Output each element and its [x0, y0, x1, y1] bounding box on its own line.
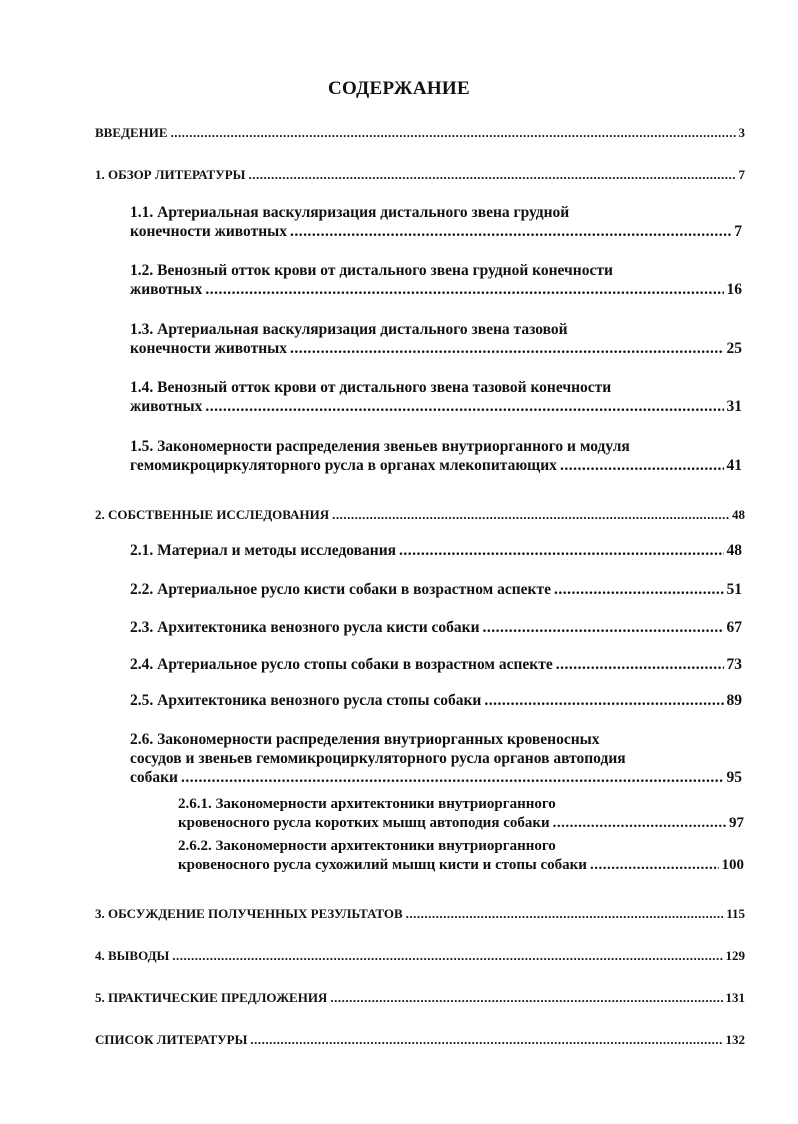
toc-entry-title: 2.5. Архитектоника венозного русла стопы собаки	[130, 692, 482, 709]
toc-page-number: 132	[725, 1032, 745, 1047]
dot-leader	[484, 691, 723, 710]
toc-page-number: 95	[726, 769, 742, 786]
dot-leader	[248, 167, 735, 183]
toc-entry-title: 3. ОБСУЖДЕНИЕ ПОЛУЧЕННЫХ РЕЗУЛЬТАТОВ	[95, 906, 403, 921]
toc-entry-title-line: гемомикроциркуляторного русла в органах млекопитающих	[130, 457, 557, 474]
dot-leader	[205, 280, 723, 299]
dot-leader	[181, 768, 724, 787]
dot-leader	[553, 814, 726, 833]
toc-entry-2-6-1[interactable]	[178, 795, 744, 833]
toc-entry-2-6[interactable]	[130, 730, 742, 787]
toc-entry-literature-review[interactable]	[95, 167, 745, 183]
toc-entry-title: 2. СОБСТВЕННЫЕ ИССЛЕДОВАНИЯ	[95, 507, 330, 522]
dot-leader	[399, 541, 723, 560]
dot-leader	[556, 655, 724, 674]
toc-page-number: 16	[726, 281, 742, 298]
dot-leader	[290, 339, 724, 358]
toc-entry-2-6-2[interactable]	[178, 837, 744, 875]
toc-entry-title-line: 1.1. Артериальная васкуляризация дистального звена грудной	[130, 204, 570, 221]
toc-entry-title-line: сосудов и звеньев гемомикроциркуляторного русла органов автоподия	[130, 750, 626, 767]
toc-entry-title-line: конечности животных	[130, 223, 287, 240]
toc-page-number: 73	[726, 656, 742, 673]
toc-entry-discussion[interactable]	[95, 906, 745, 922]
toc-entry-title: 1. ОБЗОР ЛИТЕРАТУРЫ	[95, 167, 246, 182]
dot-leader	[171, 125, 736, 141]
toc-page-number: 7	[734, 223, 742, 240]
toc-entry-title: 2.1. Материал и методы исследования	[130, 542, 397, 559]
toc-entry-title-line: 2.6. Закономерности распределения внутриорганных кровеносных	[130, 731, 600, 748]
dot-leader	[590, 856, 719, 875]
toc-entry-title-line: 1.3. Артериальная васкуляризация дистального звена тазовой	[130, 321, 568, 338]
toc-entry-title-line: конечности животных	[130, 340, 287, 357]
toc-page-number: 7	[738, 167, 745, 182]
toc-entry-2-1[interactable]	[130, 541, 742, 560]
dot-leader	[290, 222, 731, 241]
dot-leader	[406, 906, 724, 922]
dot-leader	[330, 990, 722, 1006]
toc-page-number: 31	[726, 398, 742, 415]
toc-entry-1-2[interactable]	[130, 261, 742, 299]
toc-page-number: 67	[726, 619, 742, 636]
toc-page-number: 100	[721, 857, 744, 873]
toc-entry-title-line: 1.5. Закономерности распределения звеньев внутриорганного и модуля	[130, 438, 630, 455]
toc-entry-title: 5. ПРАКТИЧЕСКИЕ ПРЕДЛОЖЕНИЯ	[95, 990, 328, 1005]
toc-entry-2-5[interactable]	[130, 691, 742, 710]
dot-leader	[560, 456, 724, 475]
toc-entry-title: 4. ВЫВОДЫ	[95, 948, 170, 963]
toc-page-number: 97	[729, 815, 744, 831]
toc-page-number: 51	[726, 581, 742, 598]
toc-entry-title: 2.4. Артериальное русло стопы собаки в возрастном аспекте	[130, 656, 553, 673]
toc-entry-title: СПИСОК ЛИТЕРАТУРЫ	[95, 1032, 248, 1047]
toc-entry-conclusions[interactable]	[95, 948, 745, 964]
dot-leader	[332, 507, 729, 523]
toc-entry-title-line: 2.6.2. Закономерности архитектоники внутриорганного	[178, 838, 556, 854]
toc-page-number: 25	[726, 340, 742, 357]
toc-page-number: 41	[726, 457, 742, 474]
dot-leader	[205, 397, 723, 416]
toc-entry-1-4[interactable]	[130, 378, 742, 416]
dot-leader	[172, 948, 722, 964]
toc-entry-introduction[interactable]	[95, 125, 745, 141]
toc-entry-2-3[interactable]	[130, 618, 742, 637]
toc-entry-title: 2.2. Артериальное русло кисти собаки в возрастном аспекте	[130, 581, 551, 598]
toc-page-number: 115	[726, 906, 745, 921]
dot-leader	[483, 618, 724, 637]
toc-page-number: 48	[726, 542, 742, 559]
toc-entry-references[interactable]	[95, 1032, 745, 1048]
toc-entry-2-4[interactable]	[130, 655, 742, 674]
toc-entry-title-line: 1.2. Венозный отток крови от дистального звена грудной конечности	[130, 262, 613, 279]
toc-entry-title-line: 1.4. Венозный отток крови от дистального звена тазовой конечности	[130, 379, 612, 396]
toc-entry-title-line: животных	[130, 281, 203, 298]
dot-leader	[250, 1032, 722, 1048]
toc-page-number: 89	[726, 692, 742, 709]
toc-entry-1-5[interactable]	[130, 437, 742, 475]
toc-entry-title: ВВЕДЕНИЕ	[95, 125, 168, 140]
toc-entry-title-line: кровеносного русла коротких мышц автоподия собаки	[178, 815, 550, 831]
toc-entry-practical-proposals[interactable]	[95, 990, 745, 1006]
toc-page-number: 48	[732, 507, 745, 522]
toc-entry-title-line: 2.6.1. Закономерности архитектоники внутриорганного	[178, 796, 556, 812]
toc-entry-2-2[interactable]	[130, 580, 742, 599]
toc-entry-own-research[interactable]	[95, 507, 745, 523]
toc-entry-1-1[interactable]	[130, 203, 742, 241]
toc-entry-title-line: собаки	[130, 769, 178, 786]
dot-leader	[554, 580, 724, 599]
toc-page-number: 129	[725, 948, 745, 963]
toc-entry-title-line: животных	[130, 398, 203, 415]
toc-entry-title-line: кровеносного русла сухожилий мышц кисти и стопы собаки	[178, 857, 587, 873]
toc-page-number: 3	[738, 125, 745, 140]
toc-entry-title: 2.3. Архитектоника венозного русла кисти собаки	[130, 619, 480, 636]
toc-page-number: 131	[725, 990, 745, 1005]
toc-entry-1-3[interactable]	[130, 320, 742, 358]
page-title: СОДЕРЖАНИЕ	[328, 78, 470, 99]
